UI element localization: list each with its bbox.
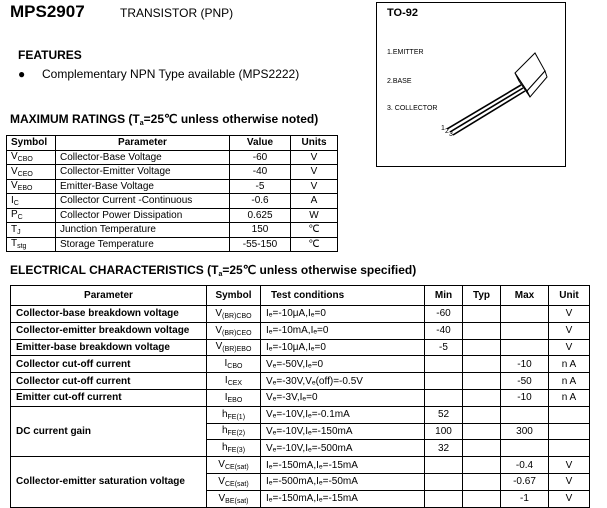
unit-cell: ℃ [291,237,338,252]
unit-cell: V [291,165,338,180]
symbol-cell: $V_{EBO}$ [7,179,56,194]
symbol-cell: $h_{FE(3)}$ [207,440,261,457]
symbol-cell: $T_{stg}$ [7,237,56,252]
table-row [7,208,338,223]
parameter-cell: Collector-Base Voltage [56,150,230,165]
symbol-cell: $V_{CEO}$ [7,165,56,180]
min-cell: -40 [425,322,463,339]
lead-number-2: 2 [445,128,449,135]
table-row [11,322,590,339]
min-cell: 32 [425,440,463,457]
column-header: Symbol [207,286,261,306]
table-row [7,150,338,165]
unit-cell [549,423,590,440]
max-cell: 300 [501,423,549,440]
column-header: Symbol [7,136,56,151]
symbol-cell: $I_C$ [7,194,56,209]
max-cell [501,339,549,356]
condition-cell: Vₑ=-10V,Iₑ=-0.1mA [261,406,425,423]
to92-package-icon [435,33,555,143]
column-header: Typ [463,286,501,306]
unit-cell: V [549,339,590,356]
unit-cell [549,440,590,457]
symbol-cell: $V_{(BR)CEO}$ [207,322,261,339]
parameter-cell: Collector cut-off current [11,373,207,390]
typ-cell [463,406,501,423]
pin-label-base: 2.BASE [387,78,412,85]
typ-cell [463,306,501,323]
typ-cell [463,490,501,507]
parameter-cell: DC current gain [11,406,207,456]
part-type: TRANSISTOR (PNP) [120,6,234,20]
typ-cell [463,373,501,390]
condition-cell: Iₑ=-500mA,Iₑ=-50mA [261,473,425,490]
value-cell: -5 [230,179,291,194]
symbol-cell: $I_{EBO}$ [207,389,261,406]
unit-cell: V [549,473,590,490]
table-row [11,457,590,474]
symbol-cell: $I_{CEX}$ [207,373,261,390]
value-cell: -40 [230,165,291,180]
min-cell [425,457,463,474]
condition-cell: Iₑ=-10mA,Iₑ=0 [261,322,425,339]
column-header: Test conditions [261,286,425,306]
part-number: MPS2907 [10,2,85,21]
unit-cell: W [291,208,338,223]
table-row [11,406,590,423]
condition-cell: Vₑ=-10V,Iₑ=-500mA [261,440,425,457]
column-header: Unit [549,286,590,306]
parameter-cell: Emitter cut-off current [11,389,207,406]
max-cell [501,306,549,323]
column-header: Parameter [56,136,230,151]
unit-cell: V [291,179,338,194]
parameter-cell: Junction Temperature [56,223,230,238]
condition-cell: Iₑ=-10μA,Iₑ=0 [261,339,425,356]
feature-item: Complementary NPN Type available (MPS2222) [42,67,300,81]
symbol-cell: $V_{CE(sat)}$ [207,457,261,474]
unit-cell: V [291,150,338,165]
min-cell: 100 [425,423,463,440]
typ-cell [463,322,501,339]
electrical-table [10,285,590,508]
max-cell: -1 [501,490,549,507]
min-cell: 52 [425,406,463,423]
condition-cell: Iₑ=-150mA,Iₑ=-15mA [261,457,425,474]
symbol-cell: $V_{(BR)EBO}$ [207,339,261,356]
lead-number-1: 1 [441,125,445,132]
max-cell: -0.4 [501,457,549,474]
max-cell [501,406,549,423]
min-cell [425,389,463,406]
column-header: Parameter [11,286,207,306]
condition-cell: Vₑ=-3V,Iₑ=0 [261,389,425,406]
parameter-cell: Collector Current -Continuous [56,194,230,209]
unit-cell: V [549,490,590,507]
unit-cell: n A [549,389,590,406]
condition-cell: Iₑ=-150mA,Iₑ=-15mA [261,490,425,507]
min-cell: -60 [425,306,463,323]
max-cell: -50 [501,373,549,390]
symbol-cell: $h_{FE(1)}$ [207,406,261,423]
typ-cell [463,423,501,440]
parameter-cell: Emitter-Base Voltage [56,179,230,194]
bullet-icon: ● [18,67,26,81]
symbol-cell: $V_{BE(sat)}$ [207,490,261,507]
table-row [7,179,338,194]
parameter-cell: Emitter-base breakdown voltage [11,339,207,356]
parameter-cell: Collector Power Dissipation [56,208,230,223]
max-cell [501,440,549,457]
column-header: Units [291,136,338,151]
symbol-cell: $V_{(BR)CBO}$ [207,306,261,323]
column-header: Min [425,286,463,306]
unit-cell: A [291,194,338,209]
unit-cell [549,406,590,423]
max-ratings-heading: MAXIMUM RATINGS ($T_a=25℃$ unless otherwise noted) [10,112,319,127]
max-cell: -0.67 [501,473,549,490]
max-cell: -10 [501,356,549,373]
unit-cell: n A [549,356,590,373]
min-cell: -5 [425,339,463,356]
symbol-cell: $h_{FE(2)}$ [207,423,261,440]
min-cell [425,473,463,490]
min-cell [425,356,463,373]
condition-cell: Vₑ=-30V,Vₑ(off)=-0.5V [261,373,425,390]
lead-number-3: 3 [449,131,453,138]
condition-cell: Vₑ=-50V,Iₑ=0 [261,356,425,373]
parameter-cell: Collector-Emitter Voltage [56,165,230,180]
pin-label-collector: 3. COLLECTOR [387,105,438,112]
condition-cell: Vₑ=-10V,Iₑ=-150mA [261,423,425,440]
typ-cell [463,389,501,406]
parameter-cell: Collector cut-off current [11,356,207,373]
table-row [11,356,590,373]
max-ratings-table [6,135,338,252]
value-cell: -0.6 [230,194,291,209]
condition-cell: Iₑ=-10μA,Iₑ=0 [261,306,425,323]
table-row [7,165,338,180]
typ-cell [463,356,501,373]
package-box [376,2,566,167]
column-header: Value [230,136,291,151]
parameter-cell: Collector-emitter breakdown voltage [11,322,207,339]
min-cell [425,490,463,507]
table-row [7,237,338,252]
symbol-cell: $V_{CBO}$ [7,150,56,165]
value-cell: -60 [230,150,291,165]
table-row [11,339,590,356]
table-row [7,223,338,238]
table-row [11,389,590,406]
value-cell: 0.625 [230,208,291,223]
max-cell [501,322,549,339]
package-name: TO-92 [387,7,418,19]
typ-cell [463,440,501,457]
value-cell: -55-150 [230,237,291,252]
symbol-cell: $V_{CE(sat)}$ [207,473,261,490]
electrical-heading: ELECTRICAL CHARACTERISTICS ($T_a=25℃$ unless otherwise specified) [10,263,417,278]
min-cell [425,373,463,390]
value-cell: 150 [230,223,291,238]
max-cell: -10 [501,389,549,406]
unit-cell: n A [549,373,590,390]
table-row [11,373,590,390]
features-heading: FEATURES [18,48,82,62]
typ-cell [463,457,501,474]
symbol-cell: $I_{CBO}$ [207,356,261,373]
parameter-cell: Storage Temperature [56,237,230,252]
table-row [7,194,338,209]
typ-cell [463,473,501,490]
unit-cell: V [549,306,590,323]
parameter-cell: Collector-base breakdown voltage [11,306,207,323]
unit-cell: ℃ [291,223,338,238]
symbol-cell: $P_C$ [7,208,56,223]
unit-cell: V [549,457,590,474]
table-row [11,306,590,323]
pin-label-emitter: 1.EMITTER [387,49,424,56]
unit-cell: V [549,322,590,339]
symbol-cell: $T_J$ [7,223,56,238]
column-header: Max [501,286,549,306]
parameter-cell: Collector-emitter saturation voltage [11,457,207,507]
typ-cell [463,339,501,356]
